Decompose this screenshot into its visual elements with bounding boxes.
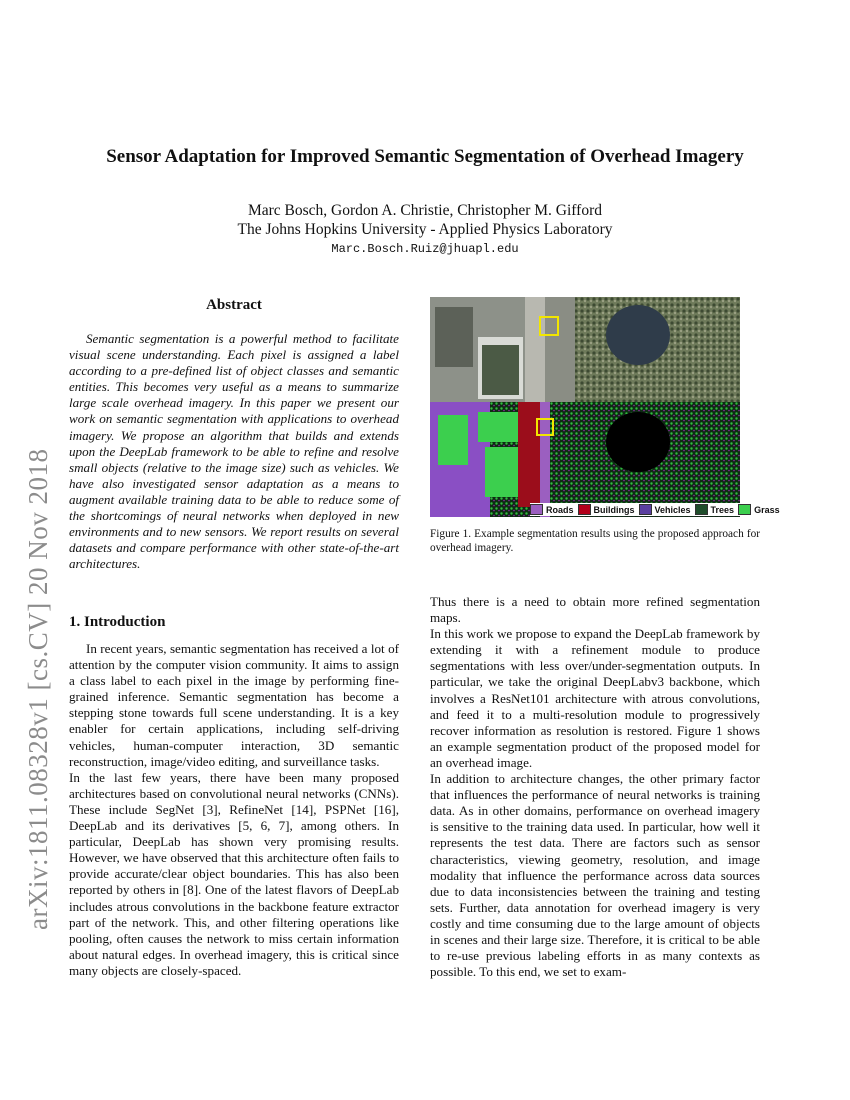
buildings-swatch (578, 504, 591, 515)
legend-item-trees (695, 504, 735, 515)
email[interactable]: Marc.Bosch.Ruiz@jhuapl.edu (331, 242, 519, 256)
legend-label: Vehicles (654, 504, 691, 515)
figure-1-image (430, 297, 740, 517)
figure-1 (430, 297, 740, 517)
right-paragraph-3: In addition to architecture changes, the other primary factor that influences the performance of neural networks is training data. As in other domains, performance on overhead imagery is sensitive to the training data used. In particular, how well it represents the test data. There are factors such as sensor characteristics, viewing geometry, resolution, and image modality that influence the performance across data sources due to data inconsistencies between the training and testing sets. Further, data annotation for overhead imagery is very costly and time consuming due to the large amount of objects in scenes and their large size. Therefore, it is critical to be able to re-use previous labeling efforts in as many contexts as possible. To this end, we set to exam- (430, 771, 760, 980)
legend-item-buildings (578, 504, 635, 515)
right-column-body (430, 594, 760, 980)
legend-label: Buildings (593, 504, 635, 515)
author-block (0, 201, 850, 239)
trees-swatch (695, 504, 708, 515)
intro-paragraph-1: In recent years, semantic segmentation has received a lot of attention by the computer vision community. It aims to assign a class label to each pixel in the image by performing fine-grained inference. Semantic segmentation has become a stepping stone towards full scene understanding. It is a key enabler for certain applications, including self-driving vehicles, human-computer interaction, 3D semantic reconstruction, image/video editing, and surveillance tasks. (69, 641, 399, 769)
right-paragraph-1: Thus there is a need to obtain more refined segmentation maps. (430, 594, 760, 626)
roads-swatch (530, 504, 543, 515)
figure-caption: Figure 1. Example segmentation results using the proposed approach for overhead imagery. (430, 528, 760, 554)
abstract-body (69, 331, 399, 572)
intro-heading: 1. Introduction (69, 614, 166, 630)
abstract-heading: Abstract (206, 297, 262, 313)
legend-label: Trees (710, 504, 735, 515)
legend-item-roads (530, 504, 574, 515)
right-paragraph-2: In this work we propose to expand the DeepLab framework by extending it with a refinement module to produce segmentations with less over/under-segmentation outputs. In particular, we take the original DeepLabv3 backbone, which involves a ResNet101 architecture with atrous convolutions, and feed it to a multi-resolution module to progressively recover information as resolution is restored. Figure 1 shows an example segmentation product of the proposed model for an overhead image. (430, 626, 760, 770)
abstract-text: Semantic segmentation is a powerful method to facilitate visual scene understanding. Each pixel is assigned a label according to a pre-defined list of object classes and semantic entities. This becomes very useful as a means to summarize large scale overhead imagery. In this paper we present our work on semantic segmentation with applications to overhead imagery. We propose an algorithm that builds and extends upon the DeepLab framework to be able to refine and resolve small objects (relative to the image size) such as vehicles. We have also investigated sensor adaptation as a means to augment available training data to be able to reduce some of the shortcomings of neural networks when deployed in new environments and to new sensors. We report results on several datasets and compare performance with other state-of-the-art architectures. (69, 331, 399, 572)
legend-item-grass (738, 504, 780, 515)
legend-label: Grass (754, 504, 780, 515)
intro-paragraph-2: In the last few years, there have been many proposed architectures based on convolutional neural networks (CNNs). These include SegNet [3], RefineNet [14], PSPNet [16], DeepLab and its derivatives [5, 6, 7], among others. In particular, DeepLab has shown very promising results. However, we have observed that this architecture often fails to provide accurate/clear object boundaries. This has also been reported by others in [8]. One of the latest flavors of DeepLab includes atrous convolutions in the backbone feature extractor part of the network. This, and other filtering operations like pooling, often causes the network to miss certain information about natural edges. In overhead imagery, this is critical since many objects are closely-spaced. (69, 769, 399, 978)
legend-item-vehicles (639, 504, 691, 515)
vehicles-swatch (639, 504, 652, 515)
affiliation: The Johns Hopkins University - Applied Physics Laboratory (237, 221, 613, 238)
arxiv-stamp: arXiv:1811.08328v1 [cs.CV] 20 Nov 2018 (23, 448, 53, 930)
legend-label: Roads (546, 504, 574, 515)
paper-title: Sensor Adaptation for Improved Semantic Segmentation of Overhead Imagery (106, 146, 744, 167)
intro-body (69, 641, 399, 979)
grass-swatch (738, 504, 751, 515)
authors: Marc Bosch, Gordon A. Christie, Christopher M. Gifford (247, 202, 603, 219)
figure-legend (530, 503, 784, 516)
